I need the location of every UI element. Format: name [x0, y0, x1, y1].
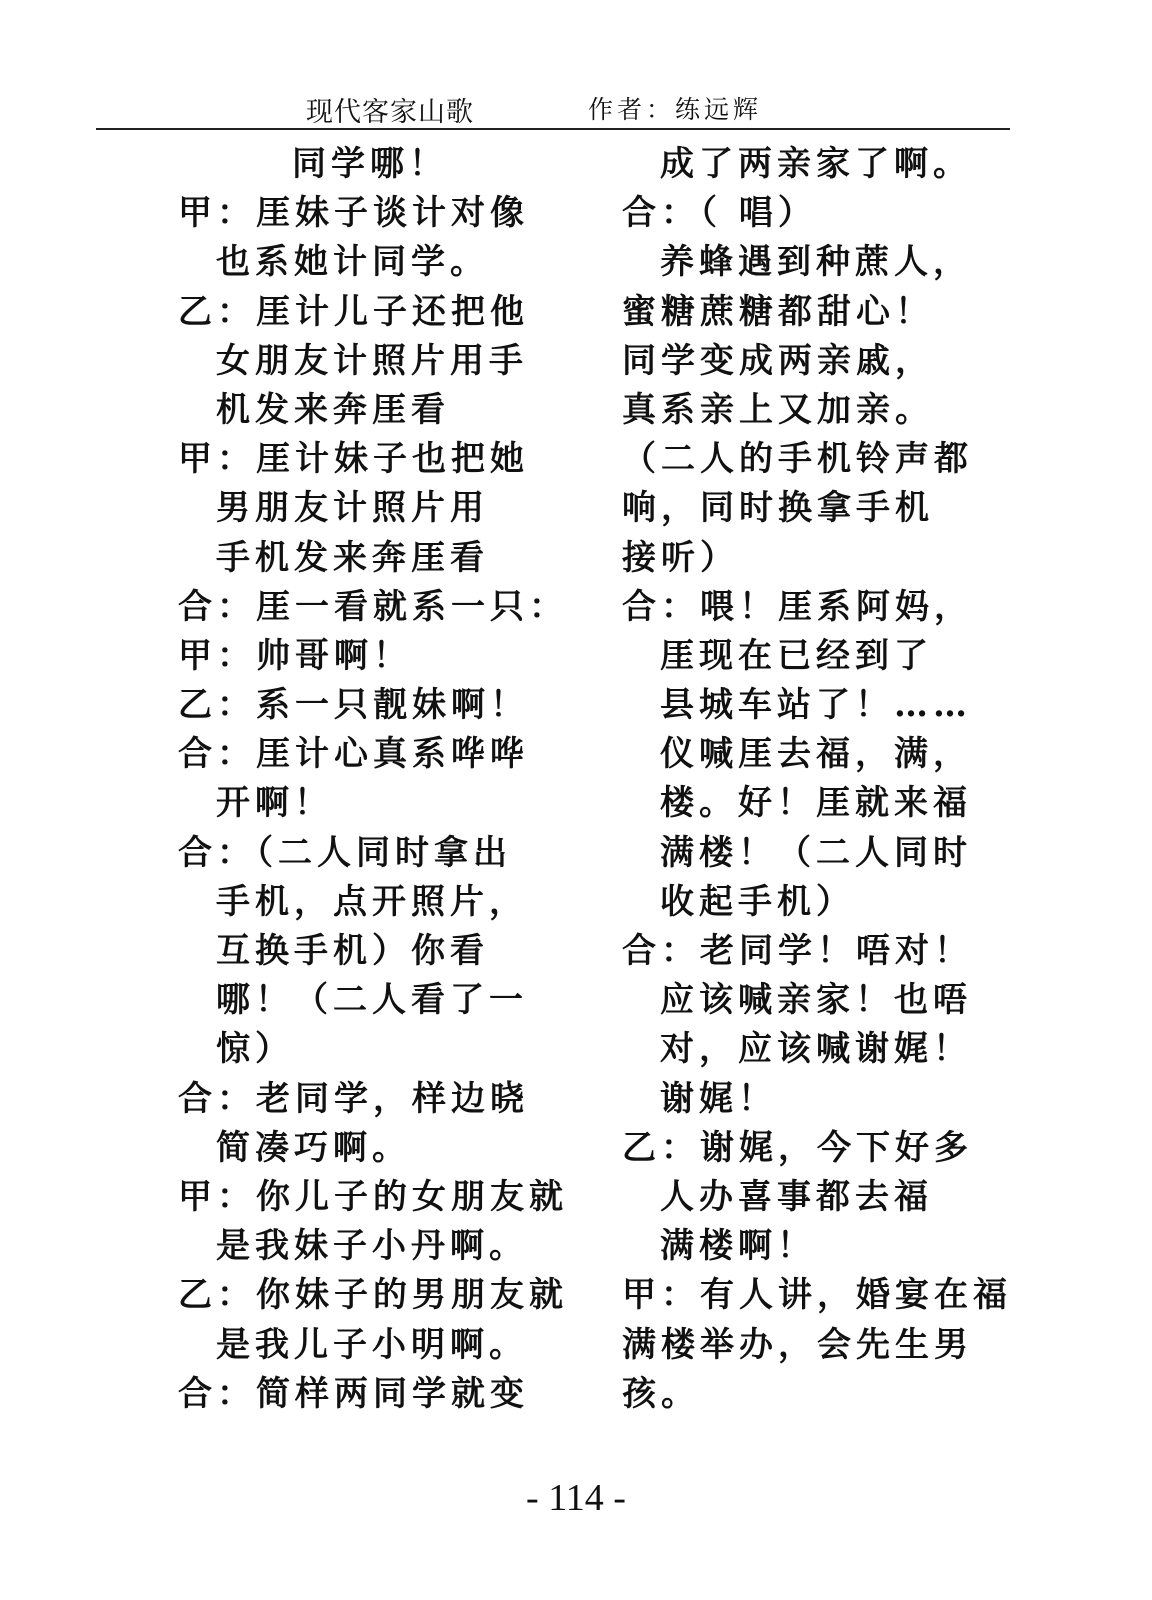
script-line: 甲：厓计妹子也把她 — [178, 439, 529, 480]
running-header — [96, 80, 1010, 130]
script-line: 响，同时换拿手机 — [622, 488, 934, 529]
script-line: 同学哪！ — [292, 144, 448, 184]
script-line: 甲：有人讲，婚宴在福 — [622, 1275, 1012, 1316]
script-line: 惊） — [216, 1029, 294, 1070]
script-line: 乙：谢娓，今下好多 — [622, 1127, 973, 1168]
script-line: 互换手机）你看 — [216, 931, 489, 971]
script-line: 乙：你妹子的男朋友就 — [178, 1275, 568, 1316]
script-line: 是我儿子小明啊。 — [216, 1324, 528, 1365]
script-line: 对，应该喊谢娓！ — [660, 1029, 972, 1070]
script-line: 满楼啊！ — [660, 1226, 816, 1267]
script-line: 机发来奔厓看 — [216, 389, 450, 430]
script-line: 简凑巧啊。 — [216, 1127, 411, 1168]
script-line: 合：厓计心真系哗哗 — [178, 734, 529, 775]
script-line: 合：（二人同时拿出 — [178, 832, 512, 873]
script-line: 收起手机） — [660, 881, 855, 922]
author-line: 作者：练远辉 — [588, 95, 763, 124]
script-line: 女朋友计照片用手 — [216, 340, 528, 381]
script-line: 甲：帅哥啊！ — [178, 635, 412, 676]
script-line: 接听） — [622, 537, 739, 578]
script-line: 合：（ 唱） — [622, 193, 817, 234]
page-number: - 114 - — [526, 1477, 626, 1519]
script-line: 真系亲上又加亲。 — [622, 389, 934, 430]
script-line: 合：老同学，样边晓 — [178, 1078, 529, 1119]
script-line: 同学变成两亲戚， — [622, 340, 934, 381]
script-line: 乙：厓计儿子还把他 — [178, 291, 529, 332]
script-line: 手机，点开照片， — [216, 881, 528, 922]
right-column — [622, 140, 1022, 1419]
script-line: 楼。好！厓就来福 — [660, 783, 972, 824]
script-line: 人办喜事都去福 — [660, 1176, 933, 1217]
script-line: 养蜂遇到种蔗人， — [660, 242, 972, 283]
script-line: 蜜糖蔗糖都甜心！ — [622, 291, 934, 332]
script-line: 成了两亲家了啊。 — [660, 144, 972, 184]
script-line: 开啊！ — [216, 783, 333, 824]
script-line: 甲：你儿子的女朋友就 — [178, 1176, 568, 1217]
script-line: 合：老同学！唔对！ — [622, 931, 973, 971]
script-line: 合：喂！厓系阿妈， — [622, 586, 973, 627]
script-line: （二人的手机铃声都 — [622, 439, 973, 480]
script-line: 也系她计同学。 — [216, 242, 489, 283]
script-line: 男朋友计照片用 — [216, 488, 489, 529]
script-line: 县城车站了！…… — [660, 685, 972, 726]
left-column — [178, 140, 598, 1419]
script-line: 乙：系一只靓妹啊！ — [178, 685, 529, 726]
book-title: 现代客家山歌 — [306, 97, 474, 128]
script-line: 是我妹子小丹啊。 — [216, 1226, 528, 1267]
script-line: 谢娓！ — [660, 1078, 777, 1119]
script-line: 应该喊亲家！也唔 — [660, 980, 972, 1021]
script-line: 哪！（二人看了一 — [216, 980, 528, 1021]
script-line: 合：厓一看就系一只： — [178, 586, 568, 627]
script-line: 仪喊厓去福，满， — [660, 734, 972, 775]
script-line: 厓现在已经到了 — [660, 635, 933, 676]
script-line: 手机发来奔厓看 — [216, 537, 489, 578]
script-line: 孩。 — [622, 1373, 700, 1414]
script-line: 满楼！（二人同时 — [660, 832, 972, 873]
script-line: 满楼举办，会先生男 — [622, 1324, 973, 1365]
script-line: 合：简样两同学就变 — [178, 1373, 529, 1414]
script-line: 甲：厓妹子谈计对像 — [178, 193, 529, 234]
